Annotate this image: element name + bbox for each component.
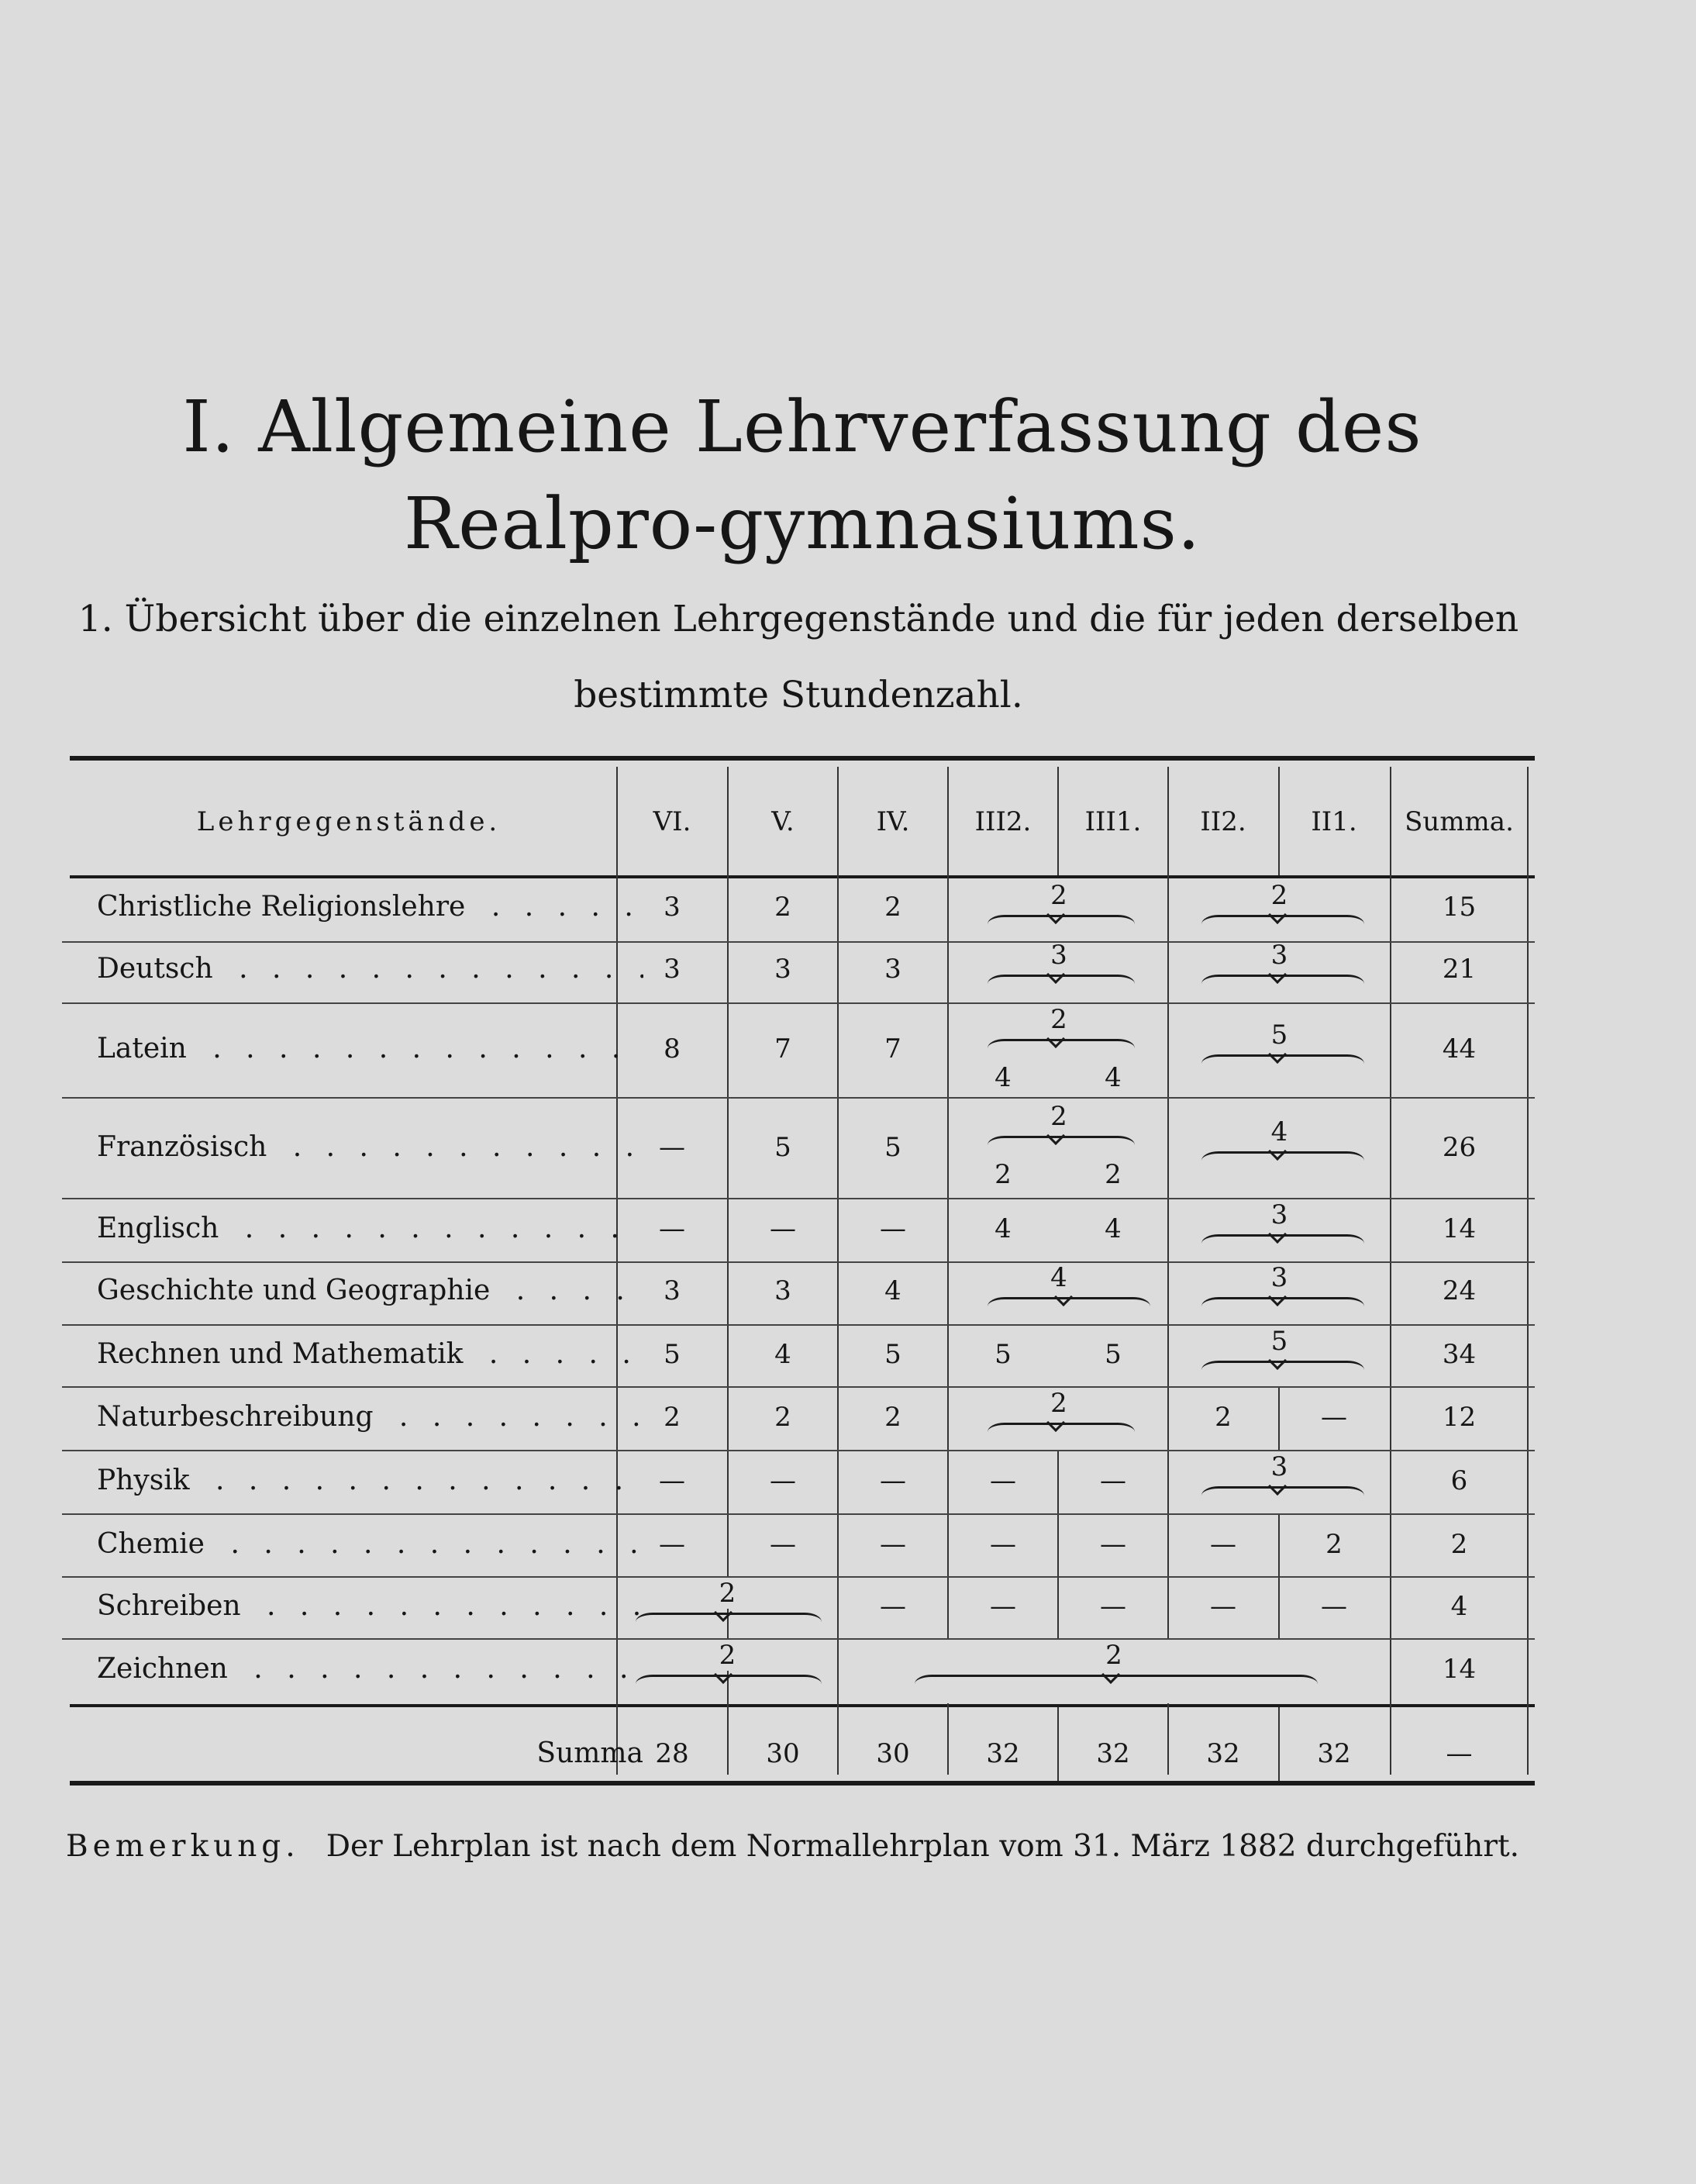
- merge-brace: [1201, 1361, 1364, 1386]
- hours-cell: —: [770, 1465, 796, 1496]
- hours-cell: —: [1210, 1591, 1236, 1622]
- row-sum-cell: 14: [1442, 1654, 1477, 1685]
- page-title: I. Allgemeine Lehrverfassung des Realpro-gymnasiums.: [182, 385, 1422, 565]
- hours-cell: —: [659, 1132, 685, 1163]
- row-sum-cell: 2: [1450, 1529, 1468, 1560]
- table-row-subject: Physik . . .: [97, 1465, 643, 1496]
- merged-hours-cell: 2: [1050, 880, 1067, 911]
- merged-hours-cell: 4: [1050, 1262, 1067, 1293]
- hours-cell: 2: [884, 892, 901, 923]
- row-sum-cell: 4: [1450, 1591, 1468, 1622]
- hours-cell: —: [880, 1529, 906, 1560]
- merge-brace: [988, 915, 1135, 940]
- merged-hours-cell: 2: [1105, 1640, 1122, 1671]
- hours-cell: —: [1321, 1402, 1347, 1433]
- hours-cell: —: [1100, 1465, 1126, 1496]
- table-row-subject: Französisch . . .: [97, 1132, 643, 1163]
- hours-cell: —: [990, 1529, 1016, 1560]
- hours-cell: 5: [884, 1339, 901, 1370]
- hours-cell: —: [659, 1213, 685, 1244]
- merged-hours-cell: 3: [1270, 1451, 1288, 1482]
- hours-cell: 3: [884, 954, 901, 985]
- hours-cell: —: [880, 1591, 906, 1622]
- row-sum-cell: 24: [1442, 1275, 1477, 1306]
- row-sum-cell: 12: [1442, 1402, 1477, 1433]
- class-header-iii1: III1.: [1084, 806, 1142, 837]
- merged-hours-cell: 5: [1270, 1020, 1288, 1051]
- hours-cell: 5: [664, 1339, 681, 1370]
- hours-cell: —: [1210, 1529, 1236, 1560]
- hours-cell: 2: [774, 892, 791, 923]
- hours-cell: 3: [664, 954, 681, 985]
- hours-cell: —: [1100, 1591, 1126, 1622]
- remark-label: Bemerkung.: [66, 1829, 300, 1864]
- subject-column-header: Lehrgegenstände.: [196, 806, 502, 837]
- subtitle: 1. Übersicht über die einzelnen Lehrgegenstände und die für jeden derselben bestimmte Stundenzahl.: [78, 598, 1519, 716]
- row-sum-cell: 26: [1442, 1132, 1477, 1163]
- hours-cell: 2: [1215, 1402, 1232, 1433]
- table-row-subject: Schreiben . . .: [97, 1591, 643, 1622]
- total-cell: 32: [1317, 1738, 1351, 1769]
- hours-cell: 4: [774, 1339, 791, 1370]
- class-header-ii1: II1.: [1311, 806, 1357, 837]
- hours-cell: 5: [884, 1132, 901, 1163]
- remark: [66, 1823, 1539, 1870]
- merged-hours-cell: 3: [1050, 940, 1067, 971]
- hours-cell: 3: [664, 892, 681, 923]
- class-header-iv: IV.: [876, 806, 910, 837]
- merge-brace: [988, 1136, 1135, 1161]
- class-header-v: V.: [771, 806, 795, 837]
- total-cell: 32: [1096, 1738, 1130, 1769]
- table-row-subject: Christliche Religionslehre . . .: [97, 892, 643, 923]
- hours-cell: 3: [774, 954, 791, 985]
- remark-text: Der Lehrplan ist nach dem Normallehrplan vom 31. März 1882 durchgeführt.: [326, 1829, 1520, 1864]
- table-row-subject: Chemie . . .: [97, 1529, 643, 1560]
- table-row-subject: Latein . . .: [97, 1033, 643, 1064]
- merged-hours-cell: 3: [1270, 1199, 1288, 1230]
- total-cell: 30: [766, 1738, 800, 1769]
- hours-cell: 5: [1105, 1339, 1122, 1370]
- hours-cell: 2: [995, 1159, 1012, 1190]
- table-row-subject: Englisch . . .: [97, 1213, 643, 1244]
- total-cell: 30: [876, 1738, 910, 1769]
- merged-hours-cell: 3: [1270, 940, 1288, 971]
- total-sum-cell: —: [1446, 1738, 1473, 1769]
- hours-cell: —: [880, 1213, 906, 1244]
- merge-brace: [636, 1613, 822, 1638]
- hours-cell: 5: [774, 1132, 791, 1163]
- merge-brace: [988, 1423, 1135, 1448]
- sum-column-header: Summa.: [1405, 806, 1514, 837]
- merge-brace: [1201, 975, 1364, 1000]
- merged-hours-cell: 2: [1270, 880, 1288, 911]
- hours-cell: —: [1321, 1591, 1347, 1622]
- table-row-subject: Deutsch . . .: [97, 954, 643, 985]
- hours-cell: 2: [664, 1402, 681, 1433]
- row-sum-cell: 6: [1450, 1465, 1468, 1496]
- merged-hours-cell: 3: [1270, 1262, 1288, 1293]
- merge-brace: [988, 975, 1135, 1000]
- hours-cell: 4: [995, 1062, 1012, 1093]
- merged-hours-cell: 4: [1270, 1116, 1288, 1147]
- merged-hours-cell: 2: [1050, 1388, 1067, 1419]
- row-sum-cell: 44: [1442, 1033, 1477, 1064]
- hours-cell: 4: [1105, 1213, 1122, 1244]
- merged-hours-cell: 2: [618, 1578, 837, 1609]
- hours-cell: 8: [664, 1033, 681, 1064]
- merge-brace: [988, 1297, 1150, 1323]
- table-row-subject: Geschichte und Geographie . . .: [97, 1275, 643, 1306]
- hours-cell: 7: [774, 1033, 791, 1064]
- hours-cell: 4: [884, 1275, 901, 1306]
- hours-cell: 4: [995, 1213, 1012, 1244]
- row-sum-cell: 14: [1442, 1213, 1477, 1244]
- total-cell: 28: [655, 1738, 689, 1769]
- hours-cell: —: [880, 1465, 906, 1496]
- hours-cell: 2: [1105, 1159, 1122, 1190]
- class-header-iii2: III2.: [974, 806, 1032, 837]
- merge-brace: [1201, 1054, 1364, 1080]
- row-sum-cell: 15: [1442, 892, 1477, 923]
- merge-brace: [1201, 915, 1364, 940]
- merged-hours-cell: 2: [618, 1640, 837, 1671]
- table-row-subject: Naturbeschreibung . . .: [97, 1402, 643, 1433]
- hours-cell: —: [990, 1465, 1016, 1496]
- hours-cell: 2: [774, 1402, 791, 1433]
- merged-hours-cell: 2: [1050, 1004, 1067, 1035]
- hours-cell: —: [770, 1213, 796, 1244]
- hours-cell: —: [1100, 1529, 1126, 1560]
- row-sum-cell: 34: [1442, 1339, 1477, 1370]
- merge-brace: [1201, 1234, 1364, 1260]
- total-cell: 32: [1206, 1738, 1240, 1769]
- hours-cell: —: [990, 1591, 1016, 1622]
- class-header-ii2: II2.: [1200, 806, 1246, 837]
- class-header-vi: VI.: [653, 806, 691, 837]
- totals-label: Summa: [536, 1737, 643, 1769]
- hours-cell: 5: [995, 1339, 1012, 1370]
- hours-cell: 7: [884, 1033, 901, 1064]
- lesson-hours-table: [62, 756, 1535, 1787]
- table-row-subject: Rechnen und Mathematik . . .: [97, 1339, 643, 1370]
- hours-cell: 4: [1105, 1062, 1122, 1093]
- merge-brace: [1201, 1151, 1364, 1177]
- merge-brace: [988, 1039, 1135, 1064]
- hours-cell: —: [659, 1465, 685, 1496]
- hours-cell: 2: [884, 1402, 901, 1433]
- hours-cell: —: [659, 1529, 685, 1560]
- hours-cell: 3: [774, 1275, 791, 1306]
- merge-brace: [1201, 1486, 1364, 1512]
- merge-brace: [915, 1675, 1318, 1700]
- row-sum-cell: 21: [1442, 954, 1477, 985]
- merged-hours-cell: 5: [1270, 1326, 1288, 1357]
- merged-hours-cell: 2: [1050, 1101, 1067, 1132]
- merge-brace: [636, 1675, 822, 1700]
- total-cell: 32: [986, 1738, 1020, 1769]
- table-row-subject: Zeichnen . . .: [97, 1654, 643, 1685]
- hours-cell: 2: [1325, 1529, 1343, 1560]
- merge-brace: [1201, 1297, 1364, 1323]
- hours-cell: 3: [664, 1275, 681, 1306]
- hours-cell: —: [770, 1529, 796, 1560]
